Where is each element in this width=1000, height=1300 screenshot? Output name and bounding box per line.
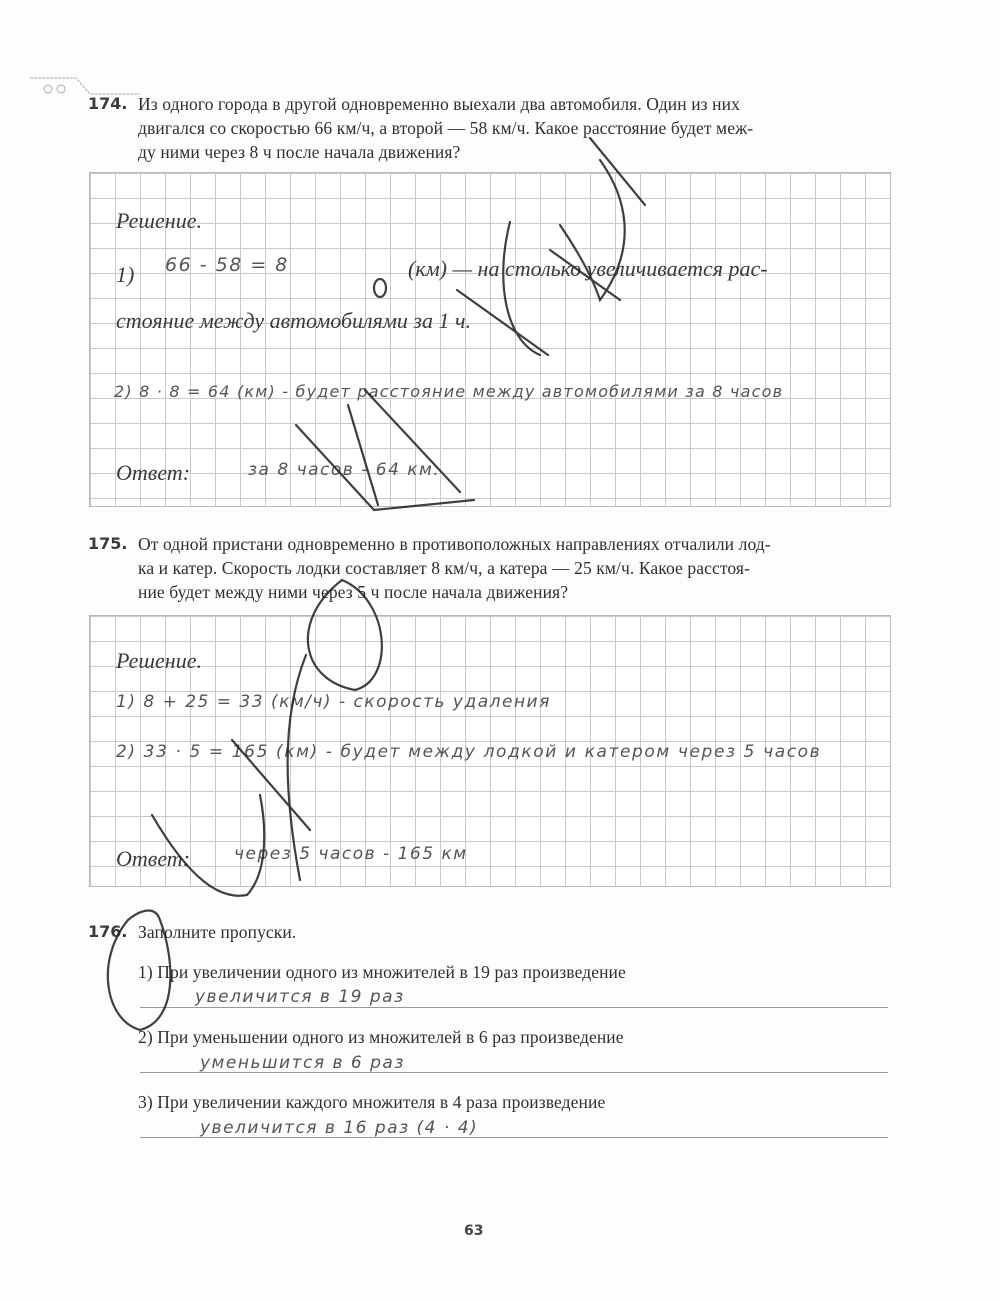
answer-label: Ответ: (116, 460, 191, 485)
solution-label: Решение. (116, 208, 202, 233)
handwritten-answer: через 5 часов - 165 км (234, 844, 468, 864)
task-text-line: ду ними через 8 ч после начала движения? (138, 142, 461, 162)
handwritten-answer: за 8 часов - 64 км. (248, 460, 441, 480)
answer-line (140, 1137, 888, 1138)
fill-prompt: 3) При увеличении каждого множителя в 4 раза произведение (138, 1092, 606, 1112)
step-number: 1) (116, 262, 135, 287)
handwritten-fill-answer: увеличится в 19 раз (195, 987, 405, 1007)
task-statement (138, 532, 898, 604)
task-number: 174. (88, 94, 128, 113)
step-description-continued: стояние между автомобилями за 1 ч. (116, 308, 471, 333)
task-text-line: Из одного города в другой одновременно выехали два автомобиля. Один из них (138, 94, 740, 114)
task-text-line: двигался со скоростью 66 км/ч, а второй — 58 км/ч. Какое расстояние будет меж- (138, 118, 754, 138)
task-text-line: ние будет между ними через 5 ч после начала движения? (138, 582, 569, 602)
solution-grid-174 (89, 172, 891, 507)
task-statement (138, 92, 898, 164)
fill-prompt: 1) При увеличении одного из множителей в 19 раз произведение (138, 962, 626, 982)
handwritten-step: 2) 33 · 5 = 165 (км) - будет между лодкой и катером через 5 часов (116, 742, 822, 762)
answer-label: Ответ: (116, 846, 191, 871)
solution-label: Решение. (116, 648, 202, 673)
handwritten-step: 1) 8 + 25 = 33 (км/ч) - скорость удаления (116, 692, 551, 712)
task-number: 176. (88, 922, 128, 941)
fill-prompt: 2) При уменьшении одного из множителей в 6 раз произведение (138, 1027, 624, 1047)
task-title: Заполните пропуски. (138, 922, 297, 942)
handwritten-fill-answer: уменьшится в 6 раз (200, 1053, 405, 1073)
answer-line (140, 1072, 888, 1073)
handwritten-step: 66 - 58 = 8 (165, 254, 289, 276)
task-number: 175. (88, 534, 128, 553)
page-number: 63 (464, 1223, 484, 1239)
handwritten-fill-answer: увеличится в 16 раз (4 · 4) (200, 1118, 479, 1138)
task-text-line: ка и катер. Скорость лодки составляет 8 км/ч, а катера — 25 км/ч. Какое расстоя- (138, 558, 750, 578)
handwritten-step: 2) 8 · 8 = 64 (км) - будет расстояние между автомобилями за 8 часов (114, 382, 784, 401)
task-text-line: От одной пристани одновременно в противоположных направлениях отчалили лод- (138, 534, 771, 554)
step-description: (км) — на столько увеличивается рас- (408, 256, 768, 281)
answer-line (140, 1007, 888, 1008)
